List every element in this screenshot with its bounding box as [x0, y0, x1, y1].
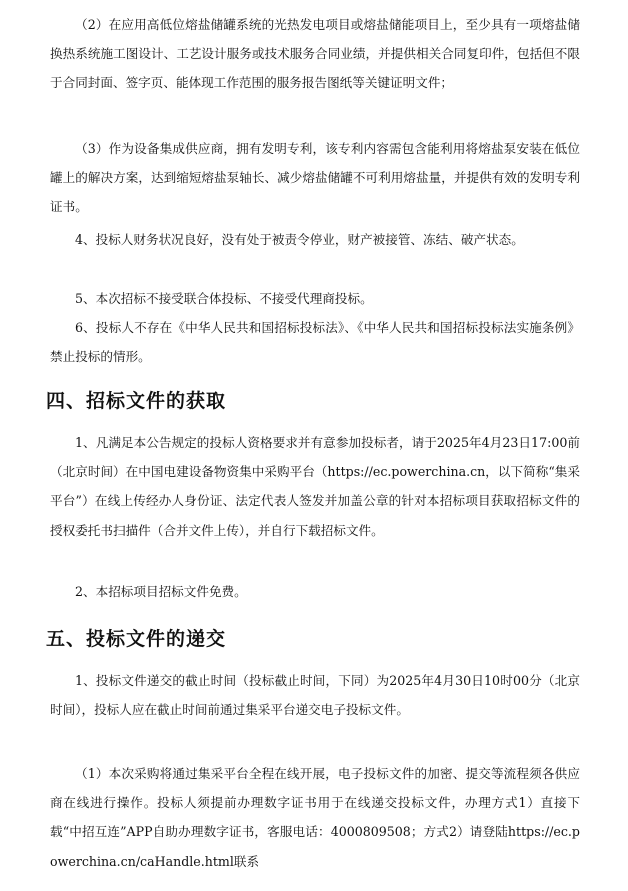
- paragraph-submit-detail: （1）本次采购将通过集采平台全程在线开展，电子投标文件的加密、提交等流程须各供应商在线进行操作。投标人须提前办理数字证书用于在线递交投标文件，办理方式1）直接下载“中招互连”APP自助办理数字证书，客服电话：4000809508；方式2）请登陆https://ec.powerchina.cn/caHandle.html联系: [50, 766, 580, 869]
- paragraph-obtain-2: 2、本招标项目招标文件免费。: [75, 584, 247, 599]
- paragraph-item-5: 5、本次招标不接受联合体投标、不接受代理商投标。: [75, 291, 373, 306]
- paragraph-qualification-2: （2）在应用高低位熔盐储罐系统的光热发电项目或熔盐储能项目上，至少具有一项熔盐储换热系统施工图设计、工艺设计服务或技术服务合同业绩，并提供相关合同复印件，包括但不限于合同封面、签字页、能体现工作范围的服务报告图纸等关键证明文件；: [50, 17, 580, 91]
- section-heading-5: 五、投标文件的递交: [46, 628, 227, 650]
- paragraph-item-4: 4、投标人财务状况良好，没有处于被责令停业，财产被接管、冻结、破产状态。: [75, 232, 524, 247]
- paragraph-item-6: 6、投标人不存在《中华人民共和国招标投标法》、《中华人民共和国招标投标法实施条例》禁止投标的情形。: [50, 320, 580, 365]
- paragraph-qualification-3: （3）作为设备集成供应商，拥有发明专利，该专利内容需包含能利用将熔盐泵安装在低位罐上的解决方案，达到缩短熔盐泵轴长、减少熔盐储罐不可利用熔盐量，并提供有效的发明专利证书。: [50, 141, 580, 215]
- paragraph-obtain-1: 1、凡满足本公告规定的投标人资格要求并有意参加投标者，请于2025年4月23日17:00前（北京时间）在中国电建设备物资集中采购平台（https://ec.powerchina.cn，以下简称“集采平台”）在线上传经办人身份证、法定代表人签发并加盖公章的针对本招标项目获取招标文件的授权委托书扫描件（合并文件上传），并自行下载招标文件。: [50, 435, 580, 538]
- paragraph-submit-1: 1、投标文件递交的截止时间（投标截止时间，下同）为2025年4月30日10时00分（北京时间），投标人应在截止时间前通过集采平台递交电子投标文件。: [50, 673, 580, 718]
- section-heading-4: 四、招标文件的获取: [46, 390, 227, 412]
